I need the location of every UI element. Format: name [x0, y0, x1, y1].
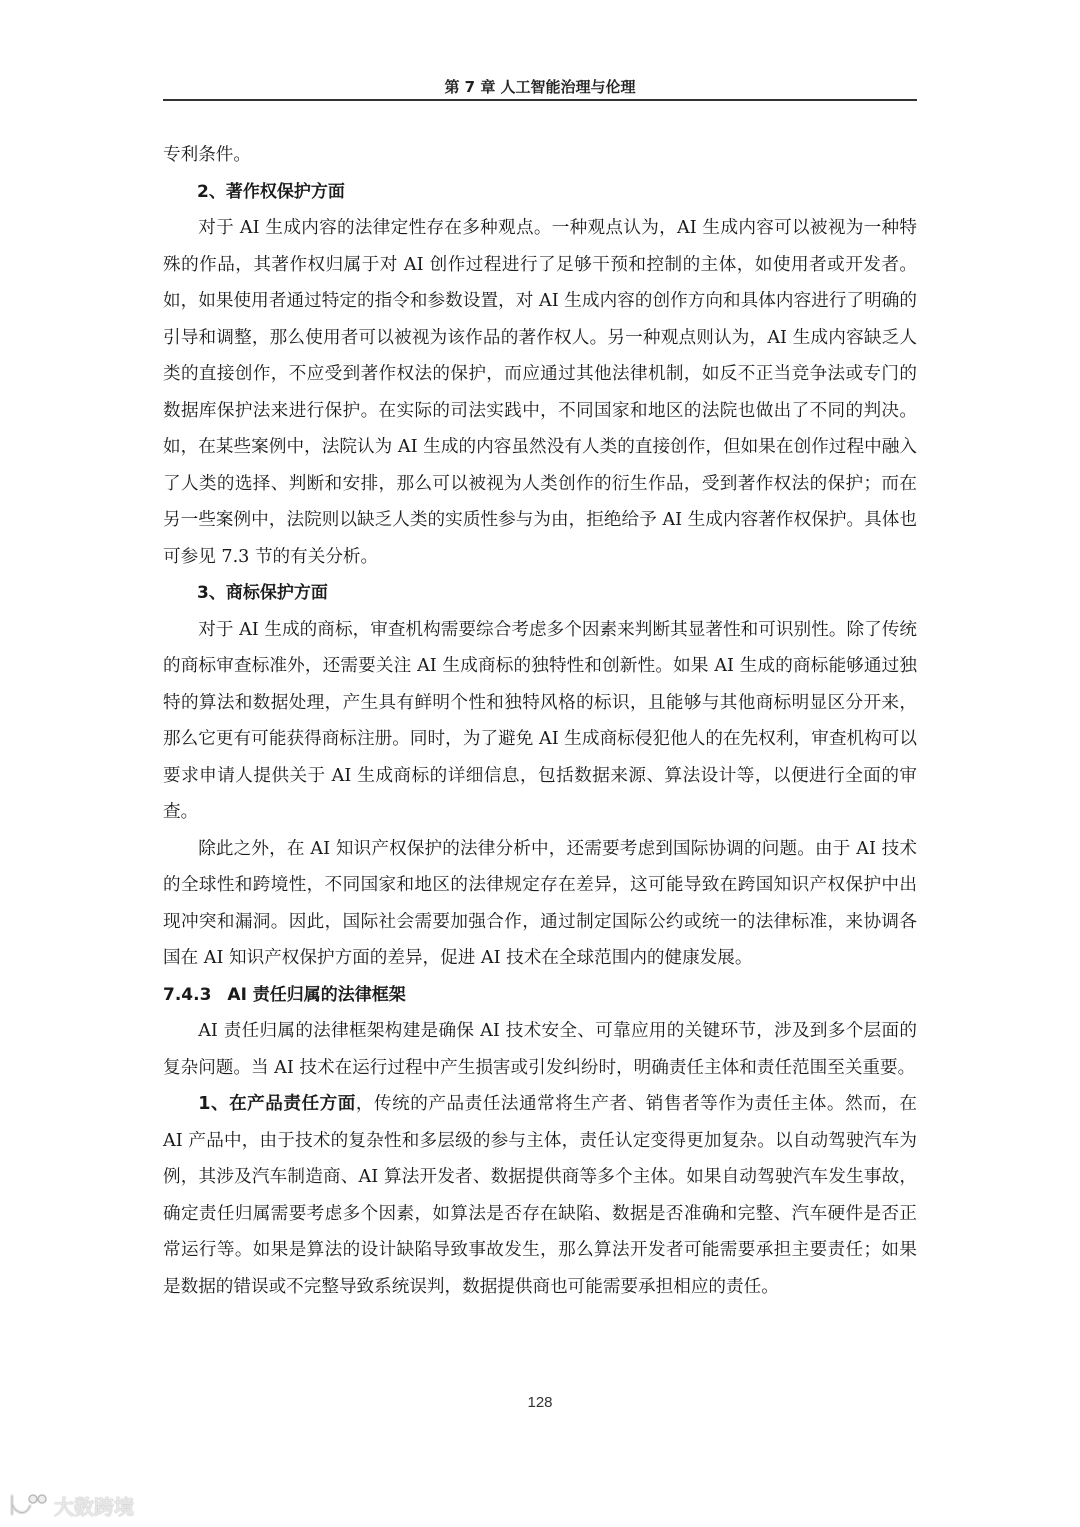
page-number: 128 [527, 1394, 553, 1411]
watermark [8, 1490, 134, 1520]
header-rule [163, 99, 917, 101]
paragraph-international: 除此之外，在 AI 知识产权保护的法律分析中，还需要考虑到国际协调的问题。由于 AI 技术的全球性和跨境性，不同国家和地区的法律规定存在差异，这可能导致在跨国知识产权保护中出现冲突和漏洞。因此，国际社会需要加强合作，通过制定国际公约或统一的法律标准，来协调各国在 AI 知识产权保护方面的差异，促进 AI 技术在全球范围内的健康发展。 [163, 838, 917, 968]
heading-trademark: 3、商标保护方面 [197, 583, 328, 603]
section-heading [163, 977, 917, 1014]
paragraph-framework: AI 责任归属的法律框架构建是确保 AI 技术安全、可靠应用的关键环节，涉及到多个层面的复杂问题。当 AI 技术在运行过程中产生损害或引发纠纷时，明确责任主体和责任范围至关重要。 [163, 1021, 917, 1078]
running-header [163, 76, 917, 100]
1000-logo-icon [8, 1492, 50, 1518]
section-number: 7.4.3 [163, 984, 212, 1005]
heading-copyright: 2、著作权保护方面 [197, 181, 345, 202]
chapter-title: 第 7 章 人工智能治理与伦理 [444, 78, 636, 96]
paragraph-continuation: 专利条件。 [163, 145, 251, 165]
paragraph-lead: 1、在产品责任方面 [198, 1094, 356, 1114]
paragraph-trademark: 对于 AI 生成的商标，审查机构需要综合考虑多个因素来判断其显著性和可识别性。除了传统的商标审查标准外，还需要关注 AI 生成商标的独特性和创新性。如果 AI 生成的商标能够通过独特的算法和数据处理，产生具有鲜明个性和独特风格的标识，且能够与其他商标明显区分开来，那么它更有可能获得商标注册。同时，为了避免 AI 生成商标侵犯他人的在先权利，审查机构可以要求申请人提供关于 AI 生成商标的详细信息，包括数据来源、算法设计等，以便进行全面的审查。 [163, 619, 917, 822]
paragraph-product-liability [163, 1086, 917, 1305]
paragraph-body: ，传统的产品责任法通常将生产者、销售者等作为责任主体。然而，在 AI 产品中，由于技术的复杂性和多层级的参与主体，责任认定变得更加复杂。以自动驾驶汽车为例，其涉及汽车制造商、AI 算法开发者、数据提供商等多个主体。如果自动驾驶汽车发生事故，确定责任归属需要考虑多个因素，如算法是否存在缺陷、数据是否准确和完整、汽车硬件是否正常运行等。如果是算法的设计缺陷导致事故发生，那么算法开发者可能需要承担主要责任；如果是数据的错误或不完整导致系统误判，数据提供商也可能需要承担相应的责任。 [163, 1094, 917, 1297]
paragraph-copyright: 对于 AI 生成内容的法律定性存在多种观点。一种观点认为，AI 生成内容可以被视为一种特殊的作品，其著作权归属于对 AI 创作过程进行了足够干预和控制的主体，如使用者或开发者。如，如果使用者通过特定的指令和参数设置，对 AI 生成内容的创作方向和具体内容进行了明确的引导和调整，那么使用者可以被视为该作品的著作权人。另一种观点则认为，AI 生成内容缺乏人类的直接创作，不应受到著作权法的保护，而应通过其他法律机制，如反不正当竞争法或专门的数据库保护法来进行保护。在实际的司法实践中，不同国家和地区的法院也做出了不同的判决。如，在某些案例中，法院认为 AI 生成的内容虽然没有人类的直接创作，但如果在创作过程中融入了人类的选择、判断和安排，那么可以被视为人类创作的衍生作品，受到著作权法的保护；而在另一些案例中，法院则以缺乏人类的实质性参与为由，拒绝给予 AI 生成内容著作权保护。具体也可参见 7.3 节的有关分析。 [163, 218, 917, 567]
section-title: AI 责任归属的法律框架 [227, 984, 406, 1005]
page-body [163, 137, 917, 1305]
watermark-text: 大数跨境 [54, 1494, 134, 1519]
